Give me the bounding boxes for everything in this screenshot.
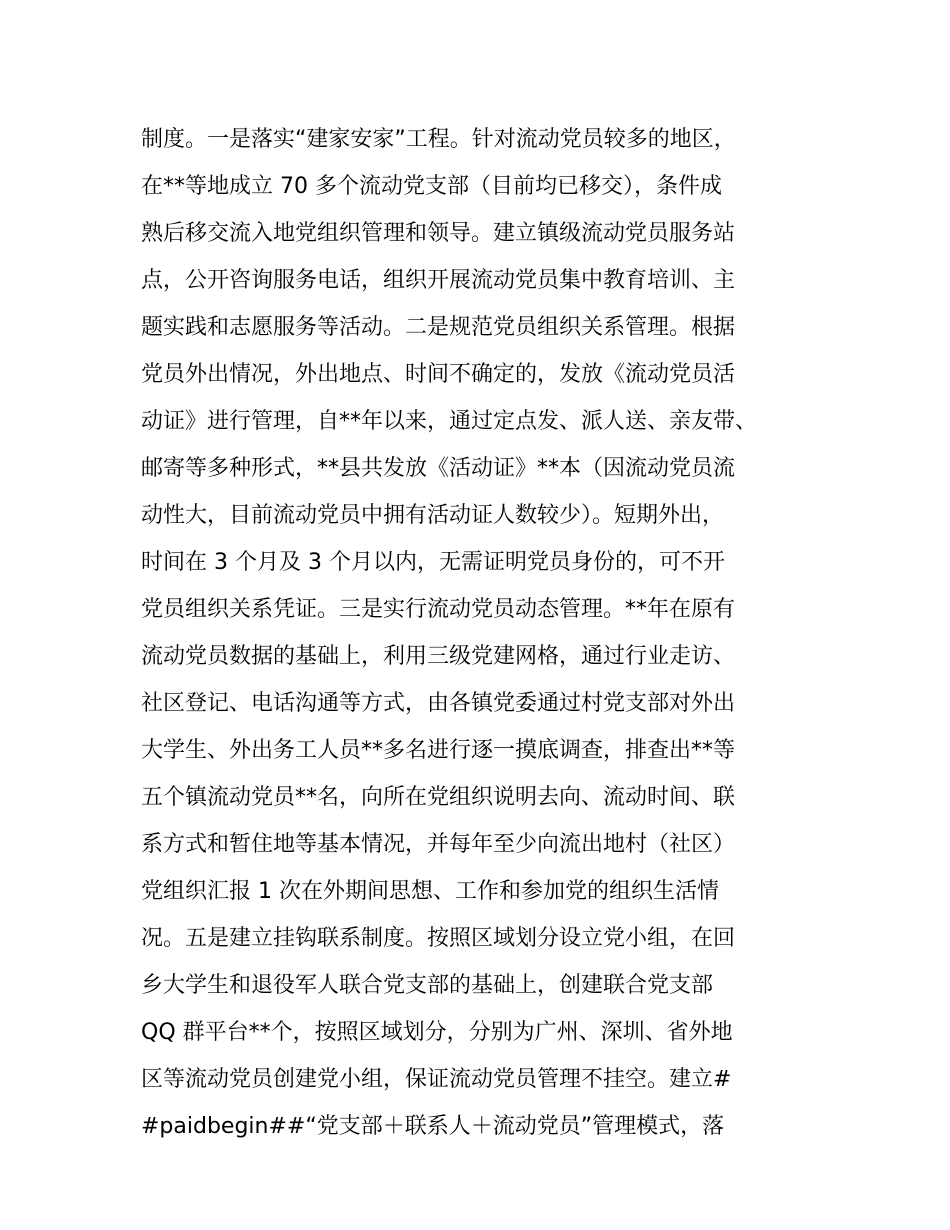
text-line: 党员组织关系凭证。三是实行流动党员动态管理。**年在原有	[141, 597, 736, 622]
text-line: 熟后移交流入地党组织管理和领导。建立镇级流动党员服务站	[141, 221, 736, 246]
body-paragraph	[141, 116, 841, 1150]
text-line: 党员外出情况，外出地点、时间不确定的，发放《流动党员活	[141, 362, 736, 387]
text-line: 大学生、外出务工人员**多名进行逐一摸底调查，排查出**等	[141, 738, 736, 763]
text-line: 党组织汇报 1 次在外期间思想、工作和参加党的组织生活情	[141, 879, 719, 904]
text-line: 制度。一是落实“建家安家”工程。针对流动党员较多的地区，	[141, 127, 736, 152]
text-line: 乡大学生和退役军人联合党支部的基础上，创建联合党支部	[141, 973, 714, 998]
text-line: 点，公开咨询服务电话，组织开展流动党员集中教育培训、主	[141, 268, 736, 293]
text-line: 时间在 3 个月及 3 个月以内，无需证明党员身份的，可不开	[141, 550, 725, 575]
text-line: #paidbegin##“党支部＋联系人＋流动党员”管理模式，落	[141, 1114, 725, 1139]
text-line: 邮寄等多种形式，**县共发放《活动证》**本（因流动党员流	[141, 456, 736, 481]
text-line: 动证》进行管理，自**年以来，通过定点发、派人送、亲友带、	[141, 409, 758, 434]
text-line: 区等流动党员创建党小组，保证流动党员管理不挂空。建立#	[141, 1067, 732, 1092]
text-line: 动性大，目前流动党员中拥有活动证人数较少）。短期外出，	[141, 503, 725, 528]
text-line: 流动党员数据的基础上，利用三级党建网格，通过行业走访、	[141, 644, 736, 669]
text-line: 五个镇流动党员**名，向所在党组织说明去向、流动时间、联	[141, 785, 736, 810]
text-line: 社区登记、电话沟通等方式，由各镇党委通过村党支部对外出	[141, 691, 736, 716]
text-line: QQ 群平台**个，按照区域划分，分别为广州、深圳、省外地	[141, 1020, 733, 1045]
text-line: 况。五是建立挂钩联系制度。按照区域划分设立党小组，在回	[141, 926, 736, 951]
text-line: 题实践和志愿服务等活动。二是规范党员组织关系管理。根据	[141, 315, 736, 340]
text-line: 系方式和暂住地等基本情况，并每年至少向流出地村（社区）	[141, 832, 736, 857]
text-line: 在**等地成立 70 多个流动党支部（目前均已移交），条件成	[141, 174, 722, 199]
